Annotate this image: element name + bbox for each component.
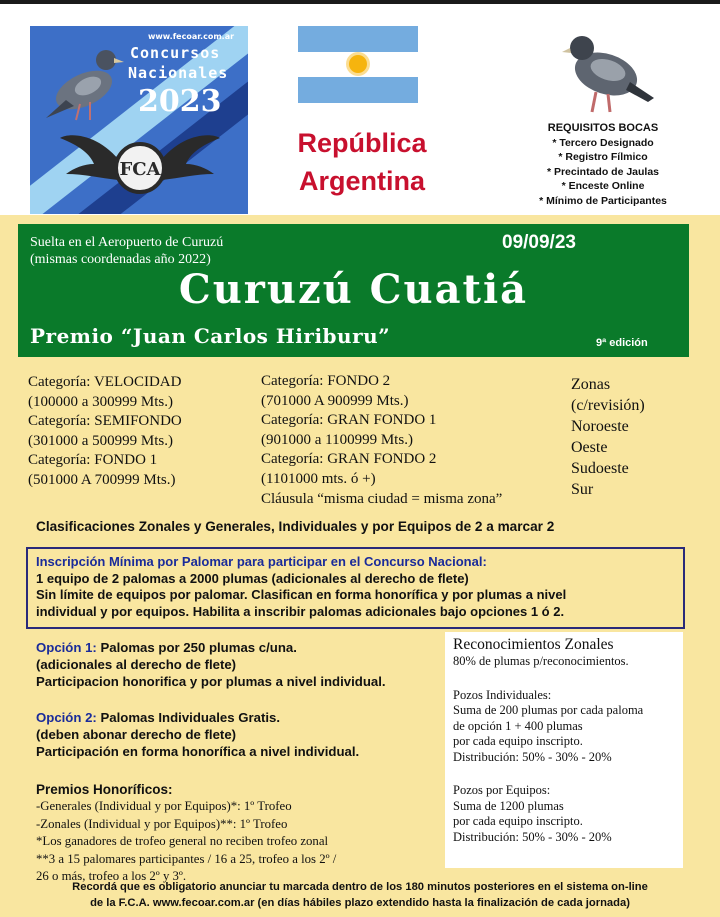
zona-item: Noroeste bbox=[571, 418, 629, 435]
requisito-item: * Precintado de Jaulas bbox=[546, 165, 660, 178]
premio-line: -Zonales (Individual y por Equipos)**: 1º Trofeo bbox=[36, 816, 288, 831]
premios-block bbox=[36, 781, 336, 885]
suelta-line2: (mismas coordenadas año 2022) bbox=[30, 252, 211, 267]
requisito-item: * Mínimo de Participantes bbox=[539, 194, 667, 207]
premio-line: **3 a 15 palomares participantes / 16 a 25, trofeo a los 2º / bbox=[36, 851, 337, 866]
clausula-line: Cláusula “misma ciudad = misma zona” bbox=[261, 490, 503, 507]
footer-line1: Recordá que es obligatorio anunciar tu marcada dentro de los 180 minutos posteriores en el sistema on-line bbox=[72, 881, 648, 893]
categoria-line: (701000 A 900999 Mts.) bbox=[261, 392, 409, 409]
premio-line: 26 o más, trofeo a los 2º y 3º. bbox=[36, 869, 187, 884]
sun-icon bbox=[349, 55, 367, 73]
zona-item: Zonas bbox=[571, 376, 611, 393]
zona-item: Sudoeste bbox=[571, 460, 629, 477]
inscripcion-line: Sin límite de equipos por palomar. Clasifican en forma honorífica y por plumas a nivel bbox=[36, 587, 567, 603]
opcion2-text: Palomas Individuales Gratis. bbox=[96, 710, 281, 725]
suelta-info bbox=[30, 234, 223, 268]
inscripcion-box bbox=[26, 547, 685, 629]
pigeon-icon bbox=[36, 38, 126, 128]
requisito-item: * Enceste Online bbox=[561, 180, 645, 193]
categoria-line: (1101000 mts. ó +) bbox=[261, 470, 376, 487]
winged-emblem-icon bbox=[60, 124, 220, 204]
event-banner bbox=[18, 224, 689, 357]
opcion1-label: Opción 1: bbox=[36, 640, 97, 655]
categoria-line: Categoría: GRAN FONDO 1 bbox=[261, 412, 437, 429]
event-date: 09/09/23 bbox=[502, 232, 576, 253]
opcion1-block bbox=[36, 640, 386, 690]
pozos-individuales-title: Pozos Individuales: bbox=[453, 687, 552, 702]
categorias-col1 bbox=[28, 373, 182, 491]
opcion1-line3: Participacion honorifica y por plumas a nivel individual. bbox=[36, 673, 386, 689]
pozos-eq-line: Distribución: 50% - 30% - 20% bbox=[453, 829, 612, 844]
opcion2-block bbox=[36, 710, 359, 760]
categoria-line: (501000 A 700999 Mts.) bbox=[28, 471, 176, 488]
reconocimientos-title: Reconocimientos Zonales bbox=[453, 636, 614, 653]
opcion2-line2: (deben abonar derecho de flete) bbox=[36, 726, 237, 742]
pozos-equipos-title: Pozos por Equipos: bbox=[453, 783, 551, 797]
categoria-line: Categoría: FONDO 2 bbox=[261, 373, 391, 389]
reconocimientos-subtitle: 80% de plumas p/reconocimientos. bbox=[453, 654, 629, 668]
opcion2-label: Opción 2: bbox=[36, 710, 97, 725]
logo-line1: Concursos bbox=[130, 44, 221, 62]
zona-item: (c/revisión) bbox=[571, 397, 645, 414]
zona-item: Sur bbox=[571, 481, 594, 498]
country-line1: República bbox=[297, 128, 427, 158]
categoria-line: Categoría: FONDO 1 bbox=[28, 452, 158, 469]
clasificaciones-line: Clasificaciones Zonales y Generales, Individuales y por Equipos de 2 a marcar 2 bbox=[36, 519, 555, 534]
argentina-flag-icon bbox=[298, 26, 418, 103]
categoria-line: Categoría: GRAN FONDO 2 bbox=[261, 451, 437, 468]
pozos-ind-line: de opción 1 + 400 plumas bbox=[453, 718, 583, 733]
categoria-line: (100000 a 300999 Mts.) bbox=[28, 393, 173, 410]
categoria-line: Categoría: SEMIFONDO bbox=[28, 413, 182, 430]
footer-line2: de la F.C.A. www.fecoar.com.ar (en días hábiles plazo extendido hasta la finalización de cada jornada) bbox=[90, 897, 630, 909]
requisito-item: * Tercero Designado bbox=[552, 136, 654, 149]
categoria-line: (901000 a 1100999 Mts.) bbox=[261, 431, 413, 448]
premio-title: Premio “Juan Carlos Hiriburu” bbox=[30, 324, 391, 348]
inscripcion-line: individual y por equipos. Habilita a inscribir palomas adicionales bajo opciones 1 ó 2. bbox=[36, 603, 565, 619]
reconocimientos-box bbox=[445, 632, 683, 868]
logo-year: 2023 bbox=[138, 84, 222, 119]
premios-title: Premios Honoríficos: bbox=[36, 782, 173, 797]
requisito-item: * Registro Fílmico bbox=[558, 151, 648, 164]
pigeon-photo-icon bbox=[560, 26, 656, 116]
inscripcion-title: Inscripción Mínima por Palomar para participar en el Concurso Nacional: bbox=[36, 554, 487, 569]
premio-line: -Generales (Individual y por Equipos)*: 1º Trofeo bbox=[36, 799, 292, 814]
categoria-line: (301000 a 500999 Mts.) bbox=[28, 432, 173, 449]
suelta-line1: Suelta en el Aeropuerto de Curuzú bbox=[30, 235, 224, 250]
opcion1-text: Palomas por 250 plumas c/una. bbox=[96, 640, 297, 655]
pozos-ind-line: Suma de 200 plumas por cada paloma bbox=[453, 703, 644, 717]
edicion-label: 9ª edición bbox=[596, 337, 648, 349]
concursos-logo bbox=[30, 26, 248, 214]
zona-item: Oeste bbox=[571, 439, 608, 456]
zonas-list bbox=[571, 374, 645, 500]
inscripcion-line: 1 equipo de 2 palomas a 2000 plumas (adicionales al derecho de flete) bbox=[36, 570, 469, 586]
logo-url: www.fecoar.com.ar bbox=[148, 32, 235, 41]
pozos-eq-line: por cada equipo inscripto. bbox=[453, 814, 583, 828]
opcion2-line3: Participación en forma honorífica a nivel individual. bbox=[36, 743, 360, 759]
requisitos-title: REQUISITOS BOCAS bbox=[547, 122, 659, 134]
logo-line2: Nacionales bbox=[128, 64, 229, 82]
emblem-text: FCA bbox=[119, 159, 161, 180]
event-city: Curuzú Cuatiá bbox=[178, 266, 529, 313]
requisitos-list bbox=[508, 121, 698, 209]
country-title bbox=[262, 124, 462, 200]
categoria-line: Categoría: VELOCIDAD bbox=[28, 374, 182, 390]
header bbox=[0, 0, 720, 215]
pozos-ind-line: por cada equipo inscripto. bbox=[453, 734, 583, 748]
pozos-eq-line: Suma de 1200 plumas bbox=[453, 798, 564, 813]
country-line2: Argentina bbox=[298, 166, 425, 196]
categorias-col2 bbox=[261, 372, 502, 509]
premio-line: *Los ganadores de trofeo general no reciben trofeo zonal bbox=[36, 834, 329, 849]
footer-notice bbox=[0, 879, 720, 911]
pozos-ind-line: Distribución: 50% - 30% - 20% bbox=[453, 749, 612, 764]
opcion1-line2: (adicionales al derecho de flete) bbox=[36, 656, 237, 672]
